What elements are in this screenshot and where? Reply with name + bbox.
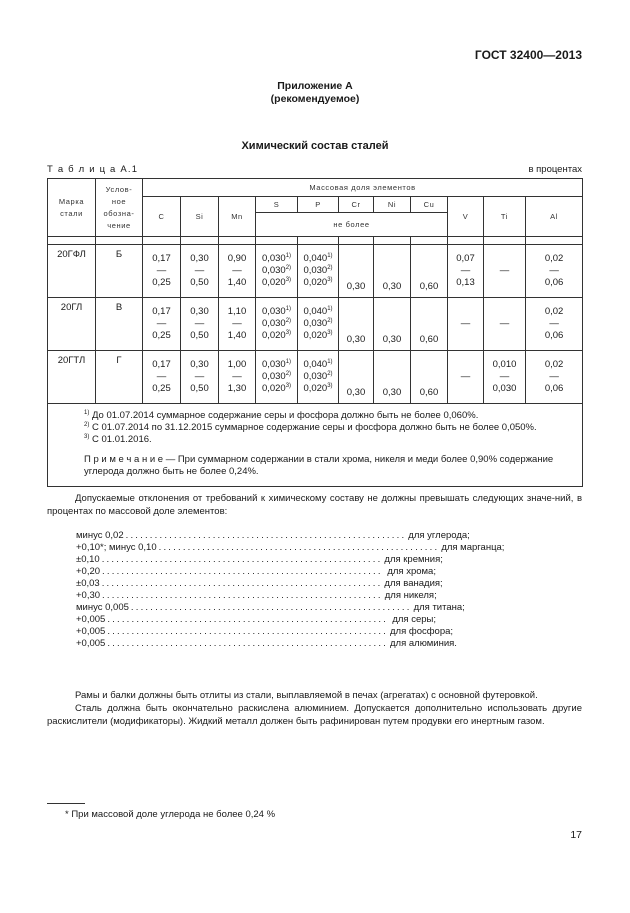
al-cell: 0,02 — 0,06: [526, 245, 583, 298]
table-row: [48, 245, 583, 298]
v-cell: —: [448, 298, 484, 351]
table-caption: Т а б л и ц а А.1: [47, 164, 139, 175]
list-item: минус 0,005 .......................................................... для титана;: [76, 602, 465, 613]
list-item: +0,20 .......................................................... для хрома;: [76, 566, 436, 577]
table-notes: [48, 404, 583, 487]
page-number: 17: [570, 829, 582, 841]
si-cell: 0,30 — 0,50: [181, 298, 219, 351]
col-header-p: P: [298, 197, 339, 213]
table-footnote-2: $^{2)}$ С 01.07.2014 по 31.12.2015 суммарное содержание серы и фосфора должно быть не более 0,050%.: [84, 421, 537, 433]
col-header-not-more: не более: [256, 213, 448, 237]
s-cell: 0,030$^{1)}$ 0,030$^{2)}$ 0,020$^{3)}$: [256, 245, 298, 298]
mn-cell: 0,90 — 1,40: [219, 245, 256, 298]
c-cell: 0,17 — 0,25: [143, 245, 181, 298]
col-header-v: V: [448, 197, 484, 237]
ni-cell: 0,30: [374, 298, 411, 351]
table-unit: в процентах: [528, 164, 582, 175]
grade-cell: 20ГЛ: [48, 298, 96, 351]
p-cell: 0,040$^{1)}$ 0,030$^{2)}$ 0,020$^{3)}$: [298, 245, 339, 298]
appendix-status: (рекомендуемое): [270, 93, 360, 105]
col-header-cr: Cr: [339, 197, 374, 213]
list-item: ±0,10 .......................................................... для кремния;: [76, 554, 443, 565]
v-cell: 0,07 — 0,13: [448, 245, 484, 298]
col-header-symbol: Услов-ное обозна-чение: [96, 179, 143, 237]
al-cell: 0,02 — 0,06: [526, 298, 583, 351]
ni-cell: 0,30: [374, 245, 411, 298]
cu-cell: 0,60: [411, 351, 448, 404]
appendix-heading: [0, 80, 630, 106]
deviation-intro: Допускаемые отклонения от требований к химическому составу не должны превышать следующих значе-ний, в процентах по массовой доле элементов:: [47, 493, 582, 517]
mn-cell: 1,10 — 1,40: [219, 298, 256, 351]
symbol-cell: Г: [96, 351, 143, 404]
frames-paragraph: Рамы и балки должны быть отлиты из стали, выплавляемой в печах (агрегатах) с основной футеровкой.: [75, 690, 538, 701]
col-header-grade: Марка стали: [48, 179, 96, 237]
col-header-cu: Cu: [411, 197, 448, 213]
cu-cell: 0,60: [411, 298, 448, 351]
mn-cell: 1,00 — 1,30: [219, 351, 256, 404]
list-item: +0,10*; минус 0,10 .......................................................... для марганца;: [76, 542, 505, 553]
cr-cell: 0,30: [339, 298, 374, 351]
grade-cell: 20ГТЛ: [48, 351, 96, 404]
appendix-title: Приложение А: [277, 80, 353, 92]
list-item: +0,005 .......................................................... для фосфора;: [76, 626, 454, 637]
c-cell: 0,17 — 0,25: [143, 298, 181, 351]
list-item: +0,005 .......................................................... для серы;: [76, 614, 436, 625]
ti-cell: 0,010 — 0,030: [484, 351, 526, 404]
symbol-cell: В: [96, 298, 143, 351]
table-row: [48, 298, 583, 351]
list-item: +0,30 .......................................................... для никеля;: [76, 590, 437, 601]
grade-cell: 20ГФЛ: [48, 245, 96, 298]
table-footnote-3: $^{3)}$ С 01.01.2016.: [84, 433, 152, 445]
list-item: +0,005 .......................................................... для алюминия.: [76, 638, 457, 649]
page-title: Химический состав сталей: [241, 140, 389, 152]
s-cell: 0,030$^{1)}$ 0,030$^{2)}$ 0,020$^{3)}$: [256, 351, 298, 404]
s-cell: 0,030$^{1)}$ 0,030$^{2)}$ 0,020$^{3)}$: [256, 298, 298, 351]
al-cell: 0,02 — 0,06: [526, 351, 583, 404]
v-cell: —: [448, 351, 484, 404]
ni-cell: 0,30: [374, 351, 411, 404]
list-item: ±0,03 .......................................................... для ванадия;: [76, 578, 443, 589]
deoxidation-paragraph: Сталь должна быть окончательно раскислена алюминием. Допускается дополнительно использовать другие раскислители (модификаторы). Жидкий металл должен быть рафинирован путем продувки его инертным газом.: [47, 703, 582, 727]
si-cell: 0,30 — 0,50: [181, 351, 219, 404]
p-cell: 0,040$^{1)}$ 0,030$^{2)}$ 0,020$^{3)}$: [298, 298, 339, 351]
deviation-list: [76, 530, 505, 650]
ti-cell: —: [484, 245, 526, 298]
table-footnote-1: $^{1)}$ До 01.07.2014 суммарное содержание серы и фосфора должно быть не более 0,060%.: [84, 409, 479, 421]
col-header-c: C: [143, 197, 181, 237]
c-cell: 0,17 — 0,25: [143, 351, 181, 404]
col-header-ni: Ni: [374, 197, 411, 213]
symbol-cell: Б: [96, 245, 143, 298]
p-cell: 0,040$^{1)}$ 0,030$^{2)}$ 0,020$^{3)}$: [298, 351, 339, 404]
ti-cell: —: [484, 298, 526, 351]
footnote: * При массовой доле углерода не более 0,24 %: [65, 809, 276, 820]
list-item: минус 0,02 .......................................................... для углерода;: [76, 530, 470, 541]
col-header-ti: Ti: [484, 197, 526, 237]
footnote-separator: [47, 803, 85, 804]
cr-cell: 0,30: [339, 245, 374, 298]
col-header-mn: Mn: [219, 197, 256, 237]
col-header-si: Si: [181, 197, 219, 237]
col-header-s: S: [256, 197, 298, 213]
chemical-composition-table: [47, 178, 583, 487]
table-row: [48, 351, 583, 404]
table-note: П р и м е ч а н и е — При суммарном содержании в стали хрома, никеля и меди более 0,90% содержание углерода должно быть не более 0,24%.: [84, 454, 554, 477]
cr-cell: 0,30: [339, 351, 374, 404]
col-header-al: Al: [526, 197, 583, 237]
col-header-mass-fraction: Массовая доля элементов: [143, 179, 583, 197]
standard-number: ГОСТ 32400—2013: [474, 48, 582, 62]
cu-cell: 0,60: [411, 245, 448, 298]
si-cell: 0,30 — 0,50: [181, 245, 219, 298]
